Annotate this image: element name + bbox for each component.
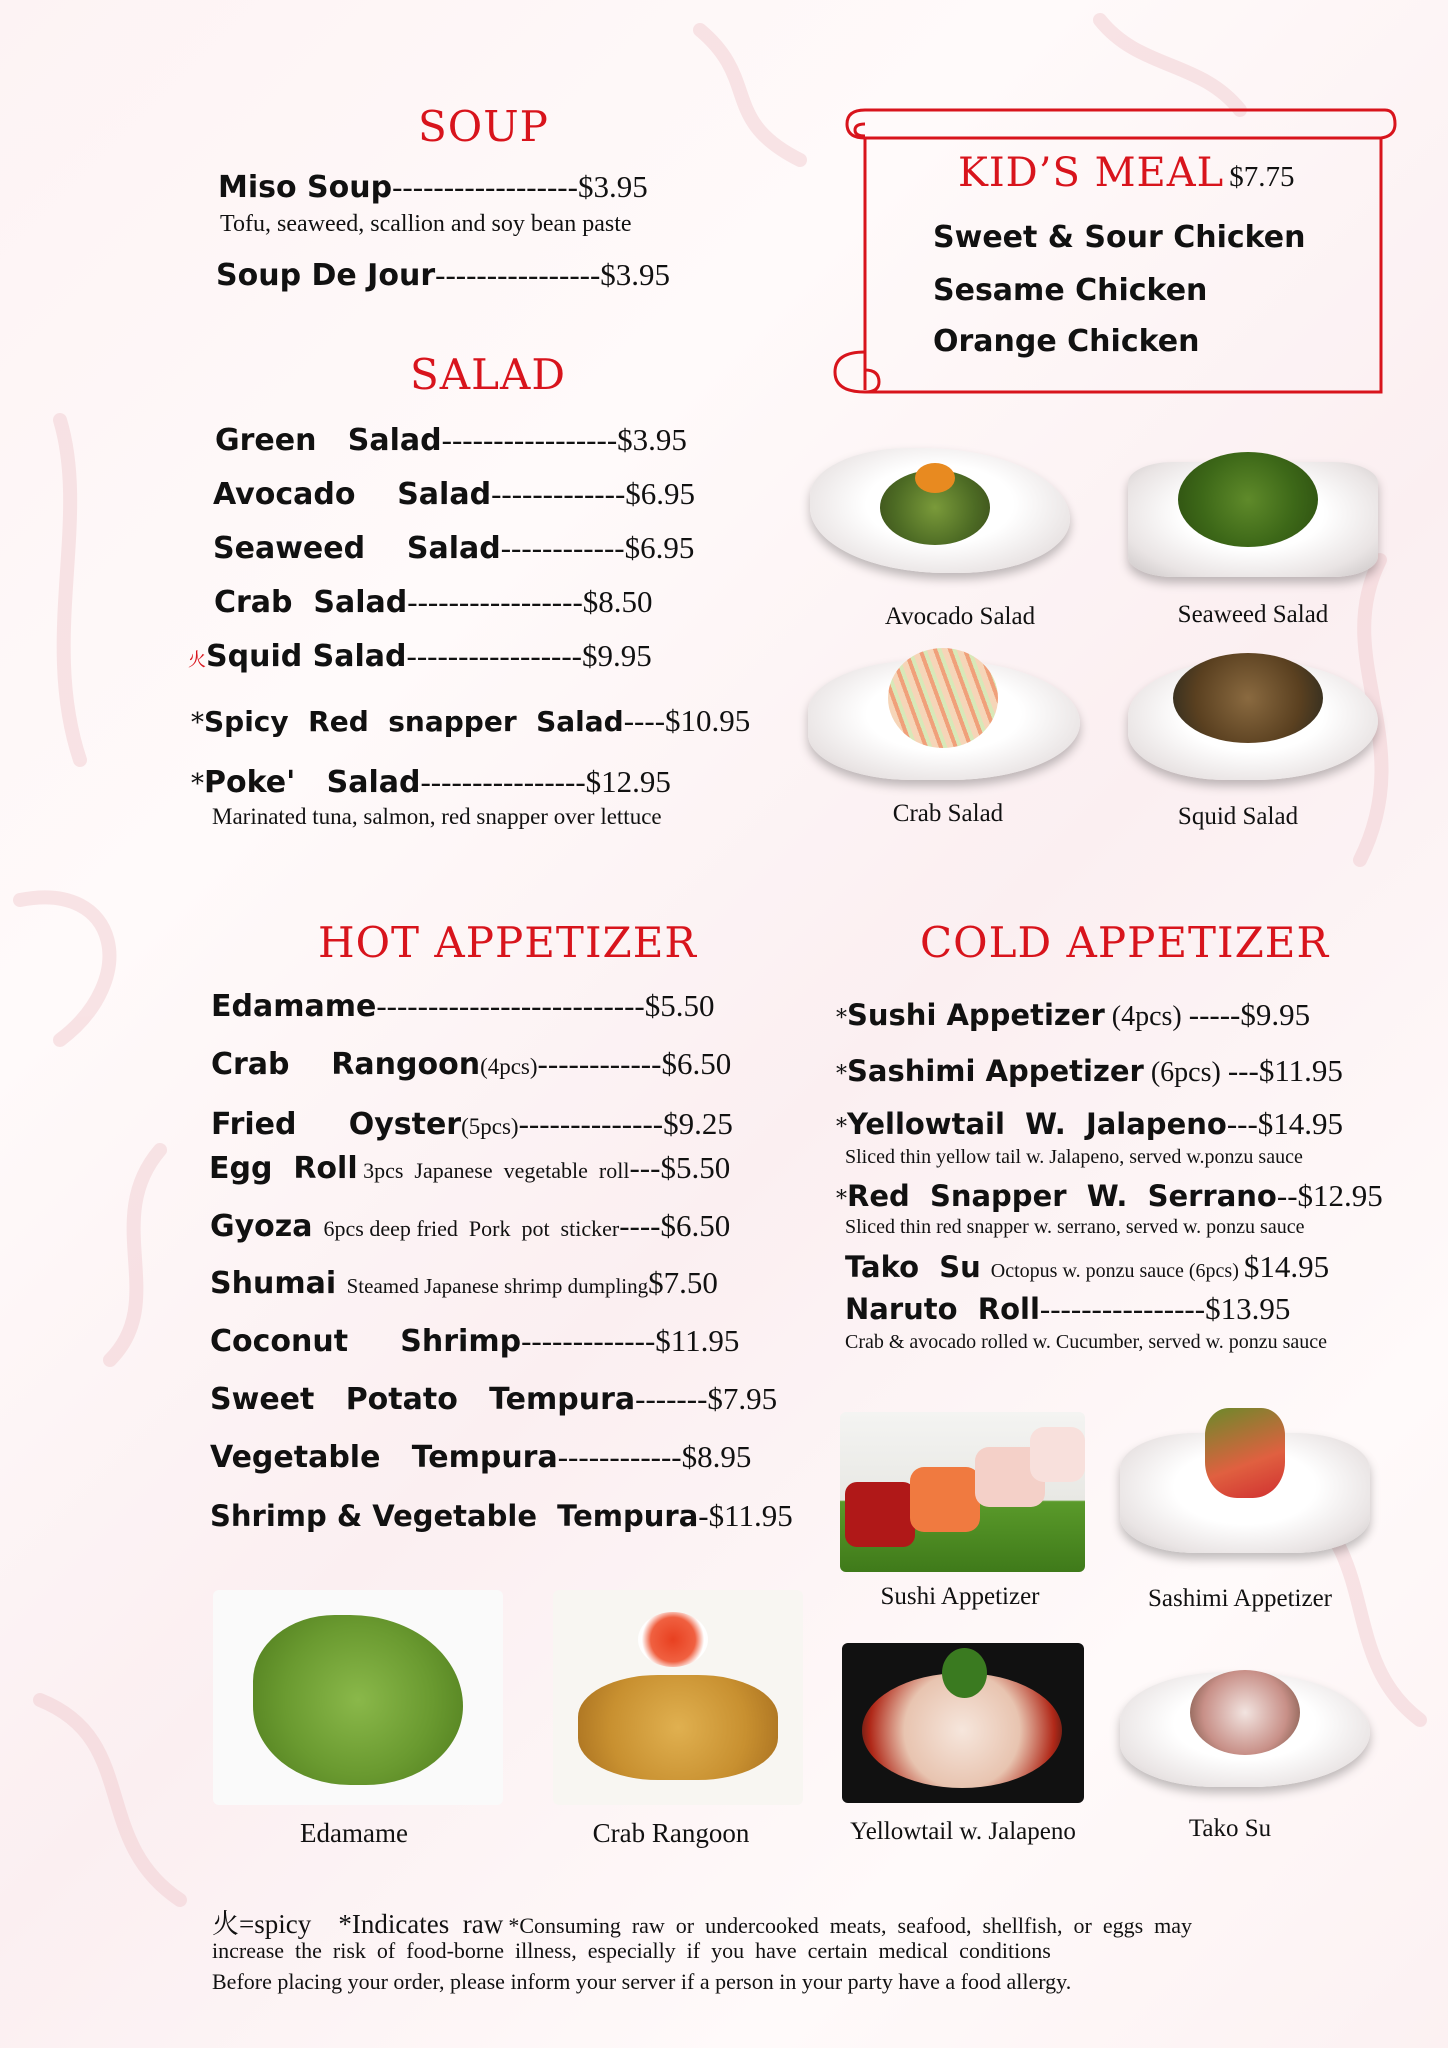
menu-item-coconut-shrimp <box>210 1322 739 1361</box>
menu-item-seaweed-salad <box>213 529 694 568</box>
item-dashes: ---------------- <box>1039 1291 1206 1326</box>
item-description: Steamed Japanese shrimp dumpling <box>336 1274 649 1298</box>
photo-caption: Tako Su <box>1188 1815 1272 1842</box>
item-name: Naruto Roll <box>845 1292 1040 1326</box>
menu-item-egg-roll <box>209 1149 730 1190</box>
item-dashes: -------------------------- <box>376 988 645 1023</box>
seaweed-salad-photo <box>1128 452 1378 582</box>
item-price: $9.95 <box>582 638 652 673</box>
item-dashes: ------------ <box>537 1046 662 1081</box>
photo-caption: Avocado Salad <box>884 603 1036 630</box>
item-price: $11.95 <box>1258 1053 1343 1088</box>
squid-salad-photo <box>1128 648 1378 788</box>
item-name: Red Snapper W. Serrano <box>847 1179 1277 1213</box>
item-name: Poke' Salad <box>204 765 421 800</box>
avocado-salad-photo <box>810 448 1070 578</box>
menu-item-crab-rangoon <box>211 1045 731 1086</box>
raw-marker: * <box>836 1006 847 1031</box>
item-name: Green Salad <box>215 423 442 458</box>
item-dashes: ---- <box>623 703 666 738</box>
menu-item-naruto-roll <box>845 1290 1290 1329</box>
menu-item-spicy-red-snapper-salad <box>191 702 750 742</box>
item-name: Shumai <box>210 1266 337 1301</box>
item-dashes: ----- <box>1188 997 1241 1032</box>
item-name: Sashimi Appetizer <box>847 1054 1144 1088</box>
menu-item-fried-oyster <box>211 1105 733 1146</box>
menu-item-red-snapper-serrano <box>836 1177 1383 1219</box>
item-dashes: ----------------- <box>406 638 582 673</box>
item-dashes: -------------- <box>518 1106 664 1141</box>
sashimi-appetizer-photo <box>1120 1408 1370 1558</box>
kids-meal-item: Orange Chicken <box>933 324 1200 359</box>
tako-su-photo <box>1120 1660 1370 1800</box>
item-dashes: ----------------- <box>407 584 583 619</box>
salad-title: SALAD <box>410 350 566 399</box>
photo-caption: Edamame <box>300 1818 408 1848</box>
item-dashes: ---- <box>619 1208 661 1243</box>
consumer-advisory-line-1: *Consuming raw or undercooked meats, seafood, shellfish, or eggs may <box>508 1913 1193 1938</box>
item-name: Coconut Shrimp <box>210 1324 522 1359</box>
menu-item-soup-de-jour <box>216 256 670 295</box>
menu-item-shumai <box>210 1264 718 1305</box>
item-price: $6.95 <box>625 476 696 511</box>
item-dashes: ---------------- <box>420 764 586 799</box>
item-price: $12.95 <box>585 764 671 799</box>
allergy-notice: Before placing your order, please inform your server if a person in your party have a food allergy. <box>212 1969 1072 1994</box>
item-name: Egg Roll <box>209 1151 358 1186</box>
poke-salad-description: Marinated tuna, salmon, red snapper over lettuce <box>212 804 662 829</box>
item-price: $9.95 <box>1240 997 1311 1032</box>
item-dashes: ------------ <box>500 530 625 565</box>
item-name: Sushi Appetizer <box>847 998 1105 1032</box>
menu-item-squid-salad <box>188 637 652 680</box>
item-price: $11.95 <box>708 1498 793 1533</box>
item-name: Soup De Jour <box>216 258 436 293</box>
raw-marker: * <box>836 1062 847 1087</box>
item-price: $6.50 <box>660 1208 731 1243</box>
raw-marker: * <box>836 1187 847 1212</box>
item-portion: (4pcs) <box>480 1054 538 1079</box>
photo-caption: Sashimi Appetizer <box>1148 1585 1332 1612</box>
item-price: $3.95 <box>617 422 687 457</box>
menu-item-edamame <box>211 987 714 1026</box>
item-price: $5.50 <box>660 1150 731 1185</box>
item-price: $7.50 <box>648 1265 718 1300</box>
yellowtail-jalapeno-photo <box>842 1643 1084 1803</box>
item-portion: (6pcs) <box>1143 1057 1228 1088</box>
item-name: Miso Soup <box>218 170 393 205</box>
item-description: 6pcs deep fried Pork pot sticker <box>312 1216 620 1241</box>
raw-legend: *Indicates raw <box>338 1909 504 1939</box>
photo-caption: Squid Salad <box>1177 803 1299 830</box>
sushi-appetizer-photo <box>840 1412 1085 1572</box>
item-name: Spicy Red snapper Salad <box>204 705 624 738</box>
raw-marker: * <box>836 1115 847 1140</box>
footer-legend <box>212 1902 1192 1941</box>
menu-item-green-salad <box>215 421 687 460</box>
spicy-marker: 火 <box>188 650 206 671</box>
item-dashes: - <box>698 1498 709 1533</box>
item-name: Crab Rangoon <box>211 1047 481 1082</box>
crab-salad-photo <box>808 648 1080 788</box>
item-dashes: ---------------- <box>435 257 601 292</box>
kids-meal-header <box>958 150 1295 196</box>
spicy-legend: 火=spicy <box>212 1909 312 1939</box>
item-dashes: --- <box>629 1150 661 1185</box>
hot-appetizer-title: HOT APPETIZER <box>318 918 698 967</box>
item-price: $14.95 <box>1243 1249 1330 1284</box>
item-price: $6.50 <box>661 1046 732 1081</box>
photo-caption: Crab Rangoon <box>592 1818 750 1848</box>
kids-meal-item: Sesame Chicken <box>933 273 1208 308</box>
item-name: Vegetable Tempura <box>210 1440 558 1475</box>
item-dashes: ------------- <box>491 476 626 511</box>
item-dashes: --- <box>1227 1053 1259 1088</box>
item-price: $13.95 <box>1205 1291 1291 1326</box>
photo-caption: Crab Salad <box>892 800 1004 827</box>
item-price: $8.50 <box>582 584 653 619</box>
snapper-description: Sliced thin red snapper w. serrano, served w. ponzu sauce <box>845 1216 1305 1238</box>
item-description: Octopus w. ponzu sauce (6pcs) <box>980 1260 1244 1282</box>
naruto-roll-description: Crab & avocado rolled w. Cucumber, served w. ponzu sauce <box>845 1331 1328 1353</box>
item-dashes: ------------ <box>557 1439 682 1474</box>
item-name: Crab Salad <box>214 585 408 620</box>
item-dashes: ------------------ <box>392 169 578 204</box>
cold-appetizer-title: COLD APPETIZER <box>920 918 1330 967</box>
item-dashes: -- <box>1276 1178 1298 1213</box>
item-name: Gyoza <box>210 1209 313 1244</box>
item-price: $5.50 <box>644 988 715 1023</box>
kids-meal-item: Sweet & Sour Chicken <box>933 220 1306 255</box>
photo-caption: Seaweed Salad <box>1177 601 1329 628</box>
item-price: $10.95 <box>665 703 751 738</box>
item-name: Sweet Potato Tempura <box>210 1382 636 1417</box>
soup-title: SOUP <box>418 102 549 151</box>
consumer-advisory-line-2: increase the risk of food-borne illness, especially if you have certain medical conditions <box>212 1938 1051 1963</box>
raw-marker: * <box>191 708 204 738</box>
menu-item-poke-salad <box>191 763 671 803</box>
menu-item-crab-salad <box>214 583 653 622</box>
menu-item-tako-su <box>845 1248 1329 1290</box>
item-description: 3pcs Japanese vegetable roll <box>357 1158 630 1183</box>
item-price: $11.95 <box>655 1323 740 1358</box>
item-price: $3.95 <box>577 169 648 204</box>
menu-item-gyoza <box>210 1207 730 1248</box>
item-name: Squid Salad <box>206 639 407 674</box>
raw-marker: * <box>191 769 204 799</box>
item-price: $6.95 <box>624 530 695 565</box>
item-price: $12.95 <box>1297 1178 1383 1213</box>
item-name: Yellowtail W. Jalapeno <box>847 1107 1227 1141</box>
item-price: $7.95 <box>707 1381 778 1416</box>
kids-meal-price: $7.75 <box>1229 161 1295 193</box>
photo-caption: Yellowtail w. Jalapeno <box>850 1818 1076 1845</box>
item-dashes: ------- <box>635 1381 708 1416</box>
item-name: Avocado Salad <box>213 477 492 512</box>
menu-item-avocado-salad <box>213 475 695 514</box>
menu-item-yellowtail-jalapeno <box>836 1105 1343 1147</box>
item-price: $14.95 <box>1257 1106 1344 1141</box>
item-price: $8.95 <box>681 1439 752 1474</box>
crab-rangoon-photo <box>553 1590 803 1805</box>
item-price: $9.25 <box>663 1106 733 1141</box>
yellowtail-description: Sliced thin yellow tail w. Jalapeno, served w.ponzu sauce <box>845 1146 1303 1168</box>
edamame-photo <box>213 1590 503 1805</box>
photo-caption: Sushi Appetizer <box>880 1583 1040 1610</box>
item-dashes: ----------------- <box>441 422 618 457</box>
item-dashes: --- <box>1226 1106 1258 1141</box>
miso-soup-description: Tofu, seaweed, scallion and soy bean paste <box>220 211 632 237</box>
item-price: $3.95 <box>600 257 671 292</box>
kids-meal-title: KID’S MEAL <box>958 150 1225 196</box>
menu-item-miso-soup <box>218 168 648 207</box>
menu-item-vegetable-tempura <box>210 1438 751 1477</box>
item-name: Edamame <box>211 989 377 1024</box>
item-portion: (4pcs) <box>1104 1001 1189 1032</box>
item-name: Tako Su <box>845 1250 981 1284</box>
menu-item-shrimp-vegetable-tempura <box>210 1497 793 1536</box>
menu-item-sushi-appetizer <box>836 996 1310 1038</box>
item-dashes: ------------- <box>521 1323 656 1358</box>
item-name: Seaweed Salad <box>213 531 501 566</box>
item-name: Shrimp & Vegetable Tempura <box>210 1499 699 1533</box>
item-portion: (5pcs) <box>461 1114 519 1139</box>
menu-item-sweet-potato-tempura <box>210 1380 777 1419</box>
menu-item-sashimi-appetizer <box>836 1052 1343 1094</box>
item-name: Fried Oyster <box>211 1107 462 1142</box>
